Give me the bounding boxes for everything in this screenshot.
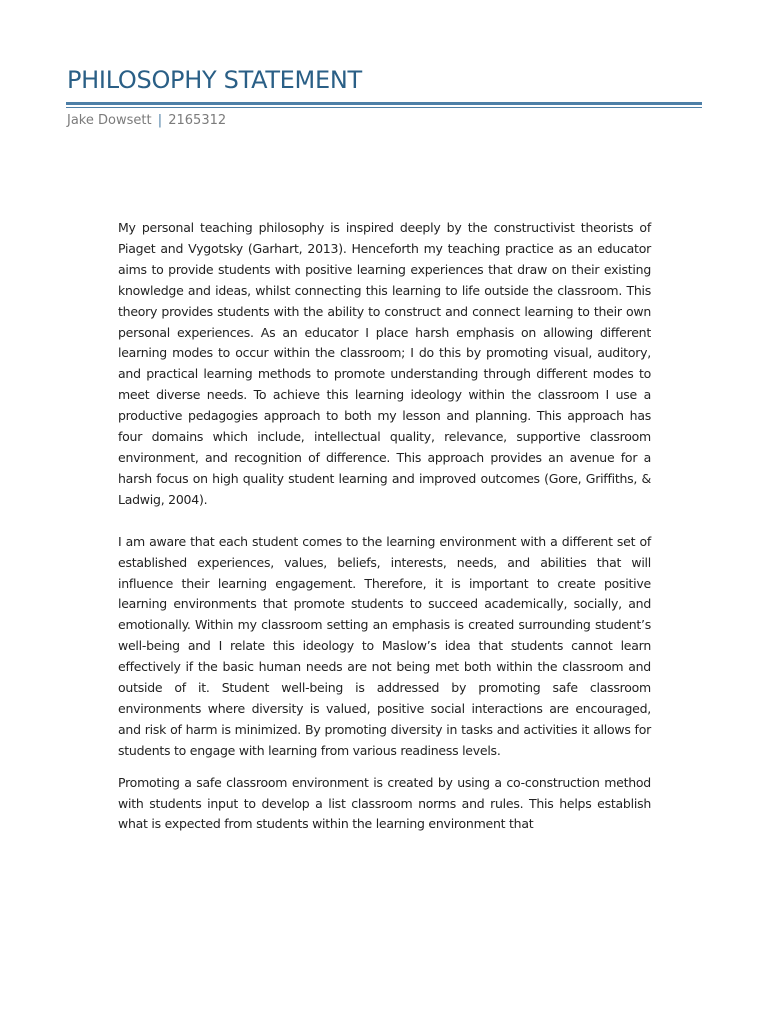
student-id: 2165312 — [168, 113, 227, 128]
paragraph-3: Promoting a safe classroom environment is created by using a co-construction method with students input to develop a list classroom norms and rules. This helps establish what is expected from students within the learning environment that — [118, 774, 651, 832]
author-line — [67, 113, 226, 128]
page-title: PHILOSOPHY STATEMENT — [67, 66, 362, 94]
paragraph-2: I am aware that each student comes to the learning environment with a different set of established experiences, values, beliefs, interests, needs, and abilities that will influence their learning engagement. Therefore, it is important to create positive learning environments that promote students to succeed academically, socially, and emotionally. Within my classroom setting an emphasis is created surrounding student’s well-being and I relate this ideology to Maslow’s idea that students cannot learn effectively if the basic human needs are not being met both within the classroom and outside of it. Student well-being is addressed by promoting safe classroom environments where diversity is valued, positive social interactions are encouraged, and risk of harm is minimized. By promoting diversity in tasks and activities it allows for students to engage with learning from various readiness levels. — [118, 533, 651, 758]
title-divider-thick — [66, 102, 702, 105]
paragraph-1: My personal teaching philosophy is inspired deeply by the constructivist theorists of Piaget and Vygotsky (Garhart, 2013). Henceforth my teaching practice as an educator aims to provide students with positive learning experiences that draw on their existing knowledge and ideas, whilst connecting this learning to life outside the classroom. This theory provides students with the ability to construct and connect learning to their own personal experiences. As an educator I place harsh emphasis on allowing different learning modes to occur within the classroom; I do this by promoting visual, auditory, and practical learning methods to promote understanding through different modes to meet diverse needs. To achieve this learning ideology within the classroom I use a productive pedagogies approach to both my lesson and planning. This approach has four domains which include, intellectual quality, relevance, supportive classroom environment, and recognition of difference. This approach provides an avenue for a harsh focus on high quality student learning and improved outcomes (Gore, Griffiths, & Ladwig, 2004). — [118, 220, 651, 507]
author-name: Jake Dowsett — [67, 113, 152, 128]
author-separator: | — [157, 113, 163, 128]
body-text — [118, 218, 651, 835]
title-divider-thin — [66, 107, 702, 108]
